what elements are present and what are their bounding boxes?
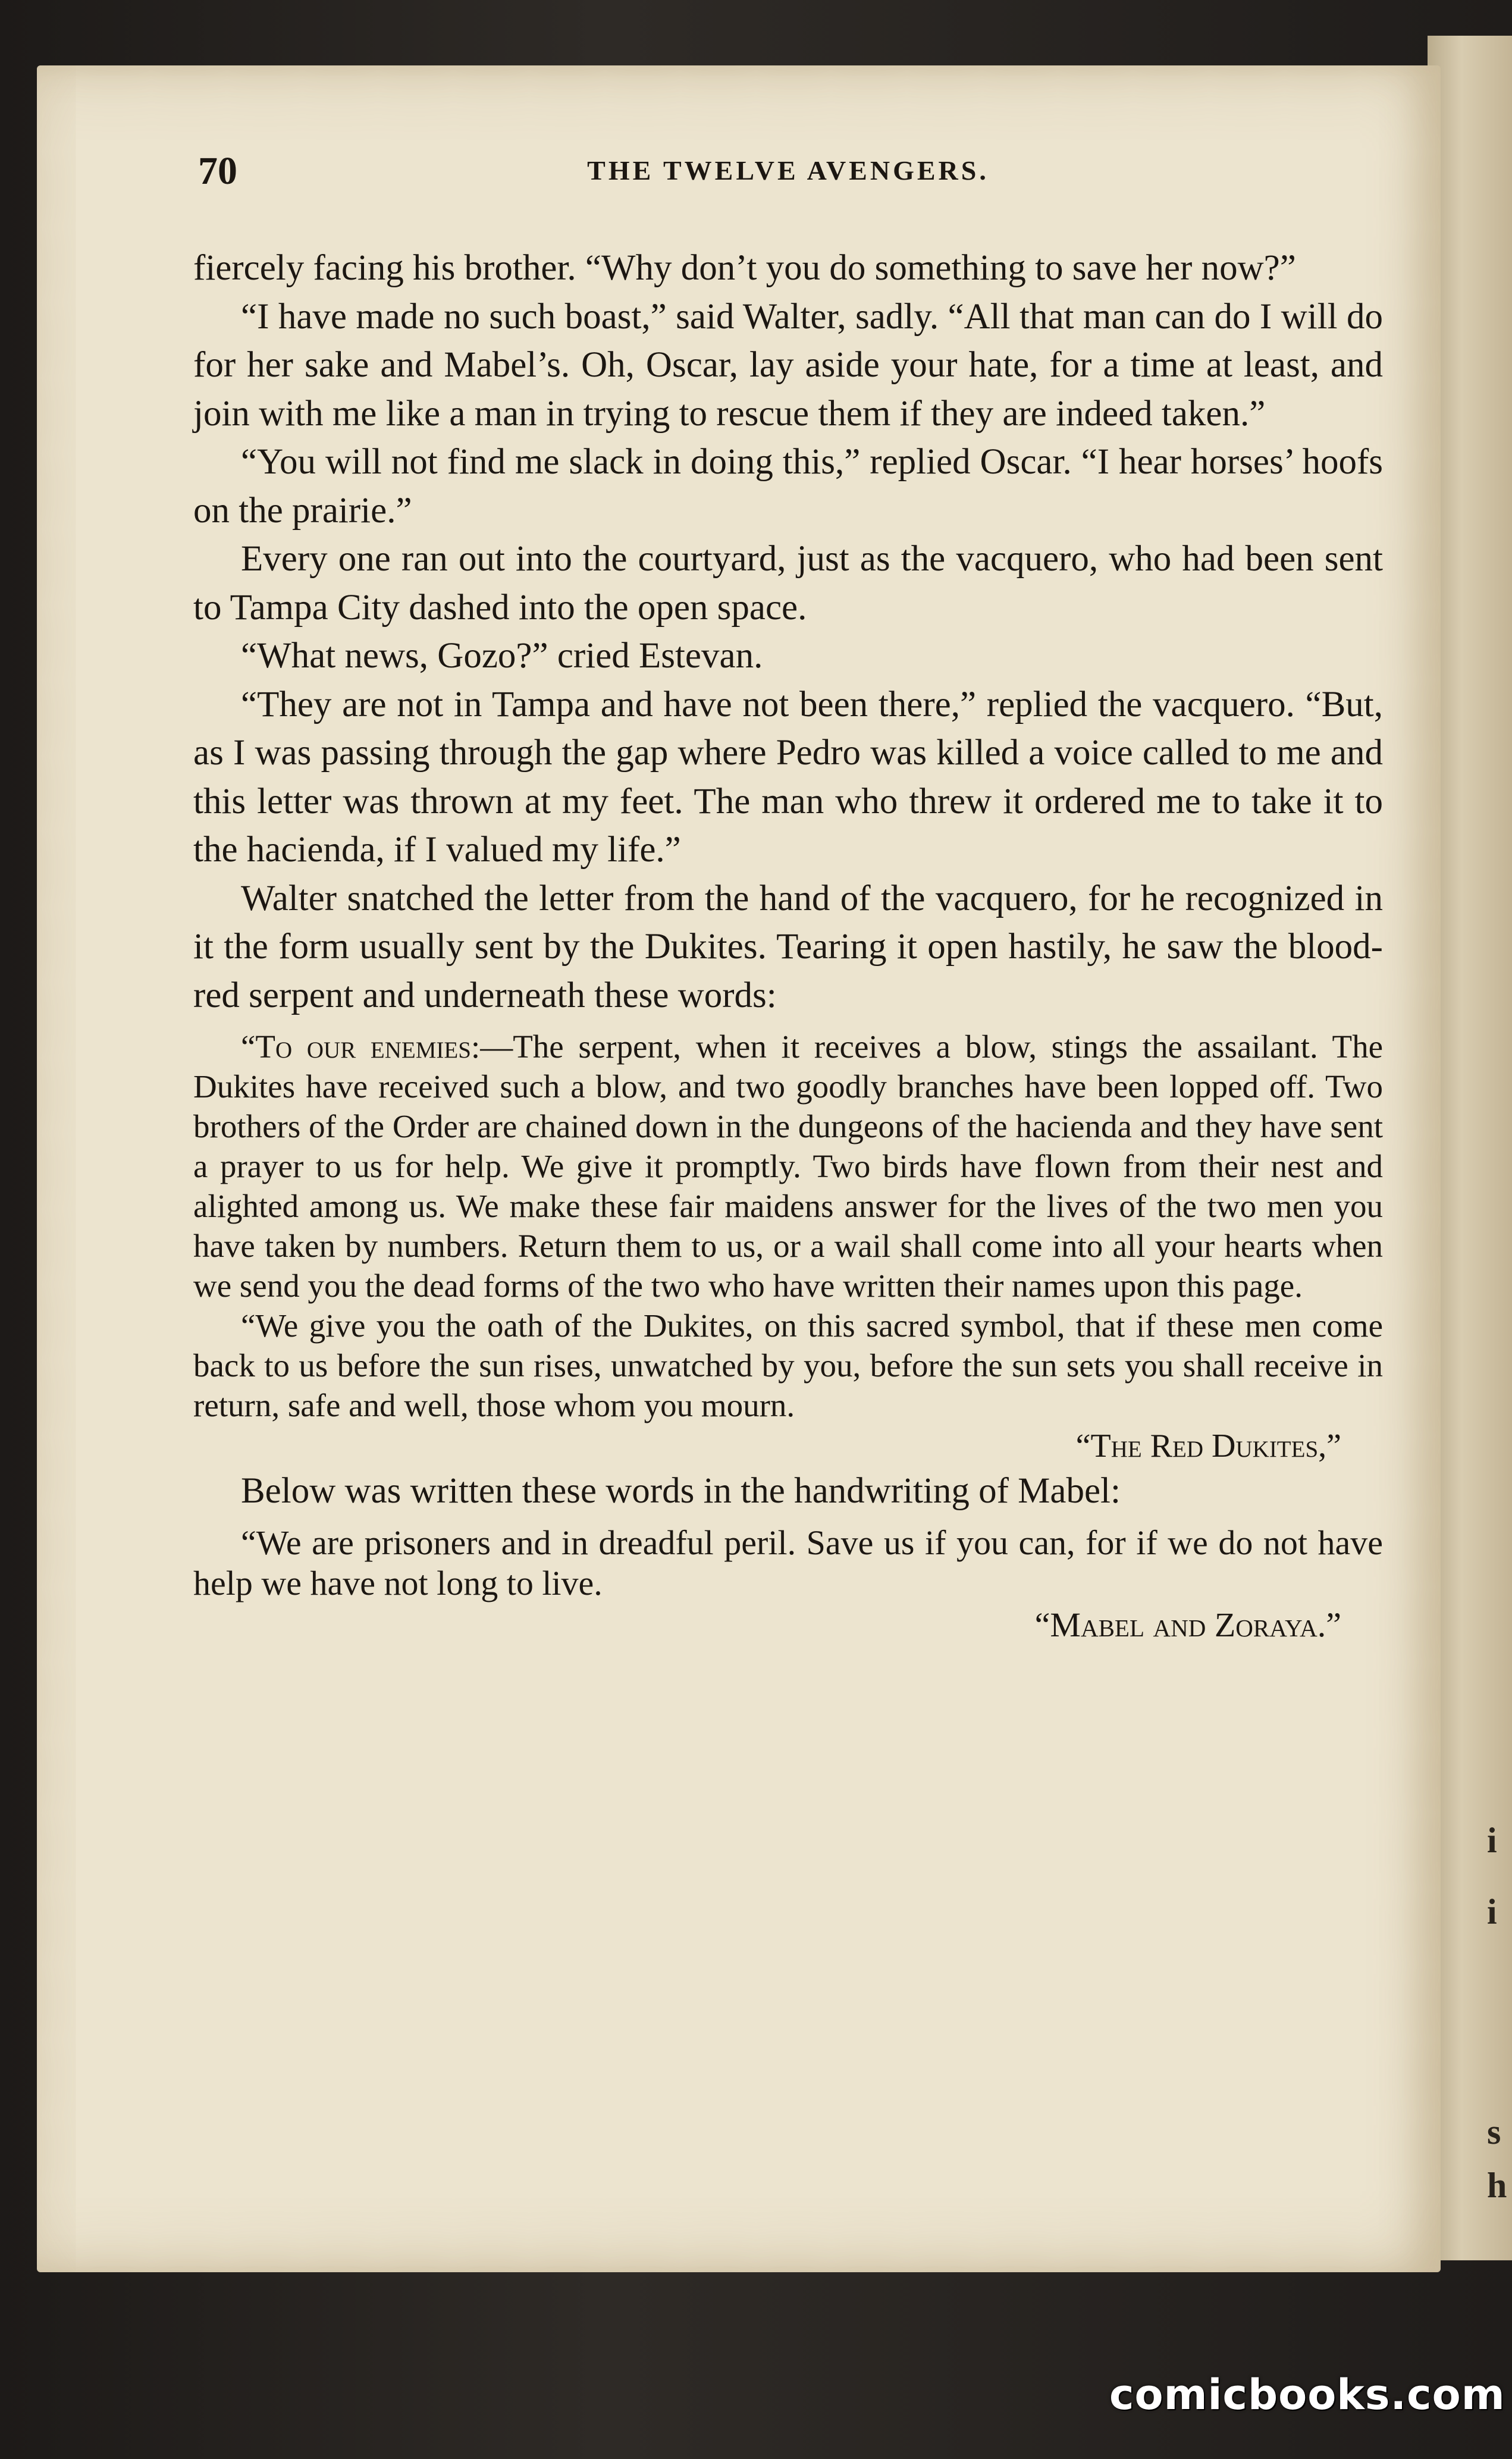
dukites-letter xyxy=(193,1027,1383,1467)
body-paragraph: “They are not in Tampa and have not been there,” replied the vacquero. “But, as I was passing through the gap where Pedro was killed a voice called to me and this letter was thrown at my feet. The man who threw it ordered me to take it to the hacienda, if I valued my life.” xyxy=(193,684,1383,870)
page-number: 70 xyxy=(198,149,237,193)
body-paragraph: Every one ran out into the courtyard, just as the vacquero, who had been sent to Tampa City dashed into the open space. xyxy=(193,539,1383,628)
page-header xyxy=(193,149,1383,202)
running-title: THE TWELVE AVENGERS. xyxy=(587,155,989,186)
body-paragraph: “You will not find me slack in doing this,” replied Oscar. “I hear horses’ hoofs on the prairie.” xyxy=(193,442,1383,531)
body-paragraph: Below was written these words in the handwriting of Mabel: xyxy=(241,1471,1121,1511)
body-paragraph: “I have made no such boast,” said Walter, sadly. “All that man can do I will do for her sake and Mabel’s. Oh, Oscar, lay aside your hate, for a time at least, and join with me like a man in trying to rescue them if they are indeed taken.” xyxy=(193,296,1383,434)
body-paragraph: “What news, Gozo?” cried Estevan. xyxy=(241,636,763,676)
adjacent-page-fragment: s xyxy=(1487,2112,1501,2151)
letter-salutation: “To our enemies: xyxy=(241,1028,481,1065)
page-content xyxy=(193,149,1383,1646)
site-watermark: comicbooks.com xyxy=(1109,2370,1505,2419)
note-signature: “Mabel and Zoraya.” xyxy=(1034,1605,1341,1644)
letter-signature: “The Red Dukites,” xyxy=(1075,1428,1341,1464)
letter-paragraph xyxy=(193,1027,1383,1306)
adjacent-page-fragment: h xyxy=(1487,2166,1507,2205)
letter-body: —The serpent, when it receives a blow, stings the assailant. The Dukites have received such a blow, and two goodly branches have been lopped off. Two brothers of the Order are chained down in the dungeons of the hacienda and they have sent a prayer to us for help. We give it promptly. Two birds have flown from their nest and alighted among us. We make these fair maidens answer for the lives of the two men you have taken by numbers. Return them to us, or a wail shall come into all your hearts when we send you the dead forms of the two who have written their names upon this page. xyxy=(193,1028,1383,1304)
body-paragraph: Walter snatched the letter from the hand of the vacquero, for he recognized in it the form usually sent by the Dukites. Tearing it open hastily, he saw the blood-red serpent and underneath these words: xyxy=(193,878,1383,1015)
note-text: “We are prisoners and in dreadful peril. Save us if you can, for if we do not have help we have not long to live. xyxy=(193,1523,1383,1602)
letter-paragraph: “We give you the oath of the Dukites, on this sacred symbol, that if these men come back to us before the sun rises, unwatched by you, before the sun sets you shall receive in return, safe and well, those whom you mourn. xyxy=(193,1307,1383,1423)
adjacent-page-fragment: i xyxy=(1487,1892,1497,1931)
adjacent-page-fragment: i xyxy=(1487,1821,1497,1860)
mabel-note xyxy=(193,1523,1383,1646)
body-paragraph: fiercely facing his brother. “Why don’t you do something to save her now?” xyxy=(193,248,1296,288)
